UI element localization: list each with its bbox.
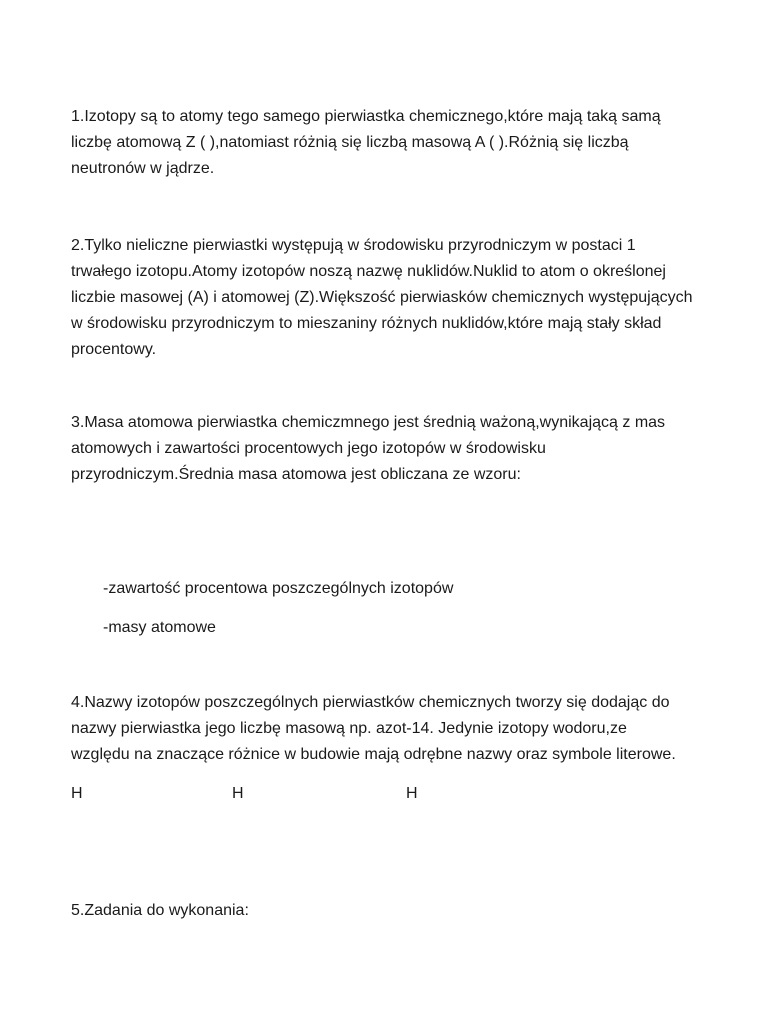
paragraph-isotope-names: 4.Nazwy izotopów poszczególnych pierwiastków chemicznych tworzy się dodając do nazwy pierwiastka jego liczbę masową np. azot-14. Jedynie izotopy wodoru,ze względu na znaczące różnice w budowie mają odrębne nazwy oraz symbole literowe.	[71, 694, 676, 763]
paragraph-atomic-mass: 3.Masa atomowa pierwiastka chemiczmnego jest średnią ważoną,wynikającą z mas atomowych i zawartości procentowych jego izotopów w środowisku przyrodniczym.Średnia masa atomowa jest obliczana ze wzoru:	[71, 414, 666, 483]
hydrogen-symbol-tritium: H	[406, 785, 418, 802]
formula-legend-atomic-masses: -masy atomowe	[103, 619, 216, 636]
hydrogen-symbol-protium: H	[71, 785, 83, 802]
hydrogen-symbol-deuterium: H	[232, 785, 244, 802]
formula-legend-percentage: -zawartość procentowa poszczególnych izotopów	[103, 580, 454, 597]
paragraph-nuclides: 2.Tylko nieliczne pierwiastki występują w środowisku przyrodniczym w postaci 1 trwałego izotopu.Atomy izotopów noszą nazwę nuklidów.Nuklid to atom o określonej liczbie masowej (A) i atomowej (Z).Większość pierwiasków chemicznych występujących w środowisku przyrodniczym to mieszaniny różnych nuklidów,które mają stały skład procentowy.	[71, 237, 693, 358]
paragraph-tasks-heading: 5.Zadania do wykonania:	[71, 902, 249, 919]
paragraph-isotopes-definition: 1.Izotopy są to atomy tego samego pierwiastka chemicznego,które mają taką samą liczbę atomową Z ( ),natomiast różnią się liczbą masową A ( ).Różnią się liczbą neutronów w jądrze.	[71, 108, 661, 177]
